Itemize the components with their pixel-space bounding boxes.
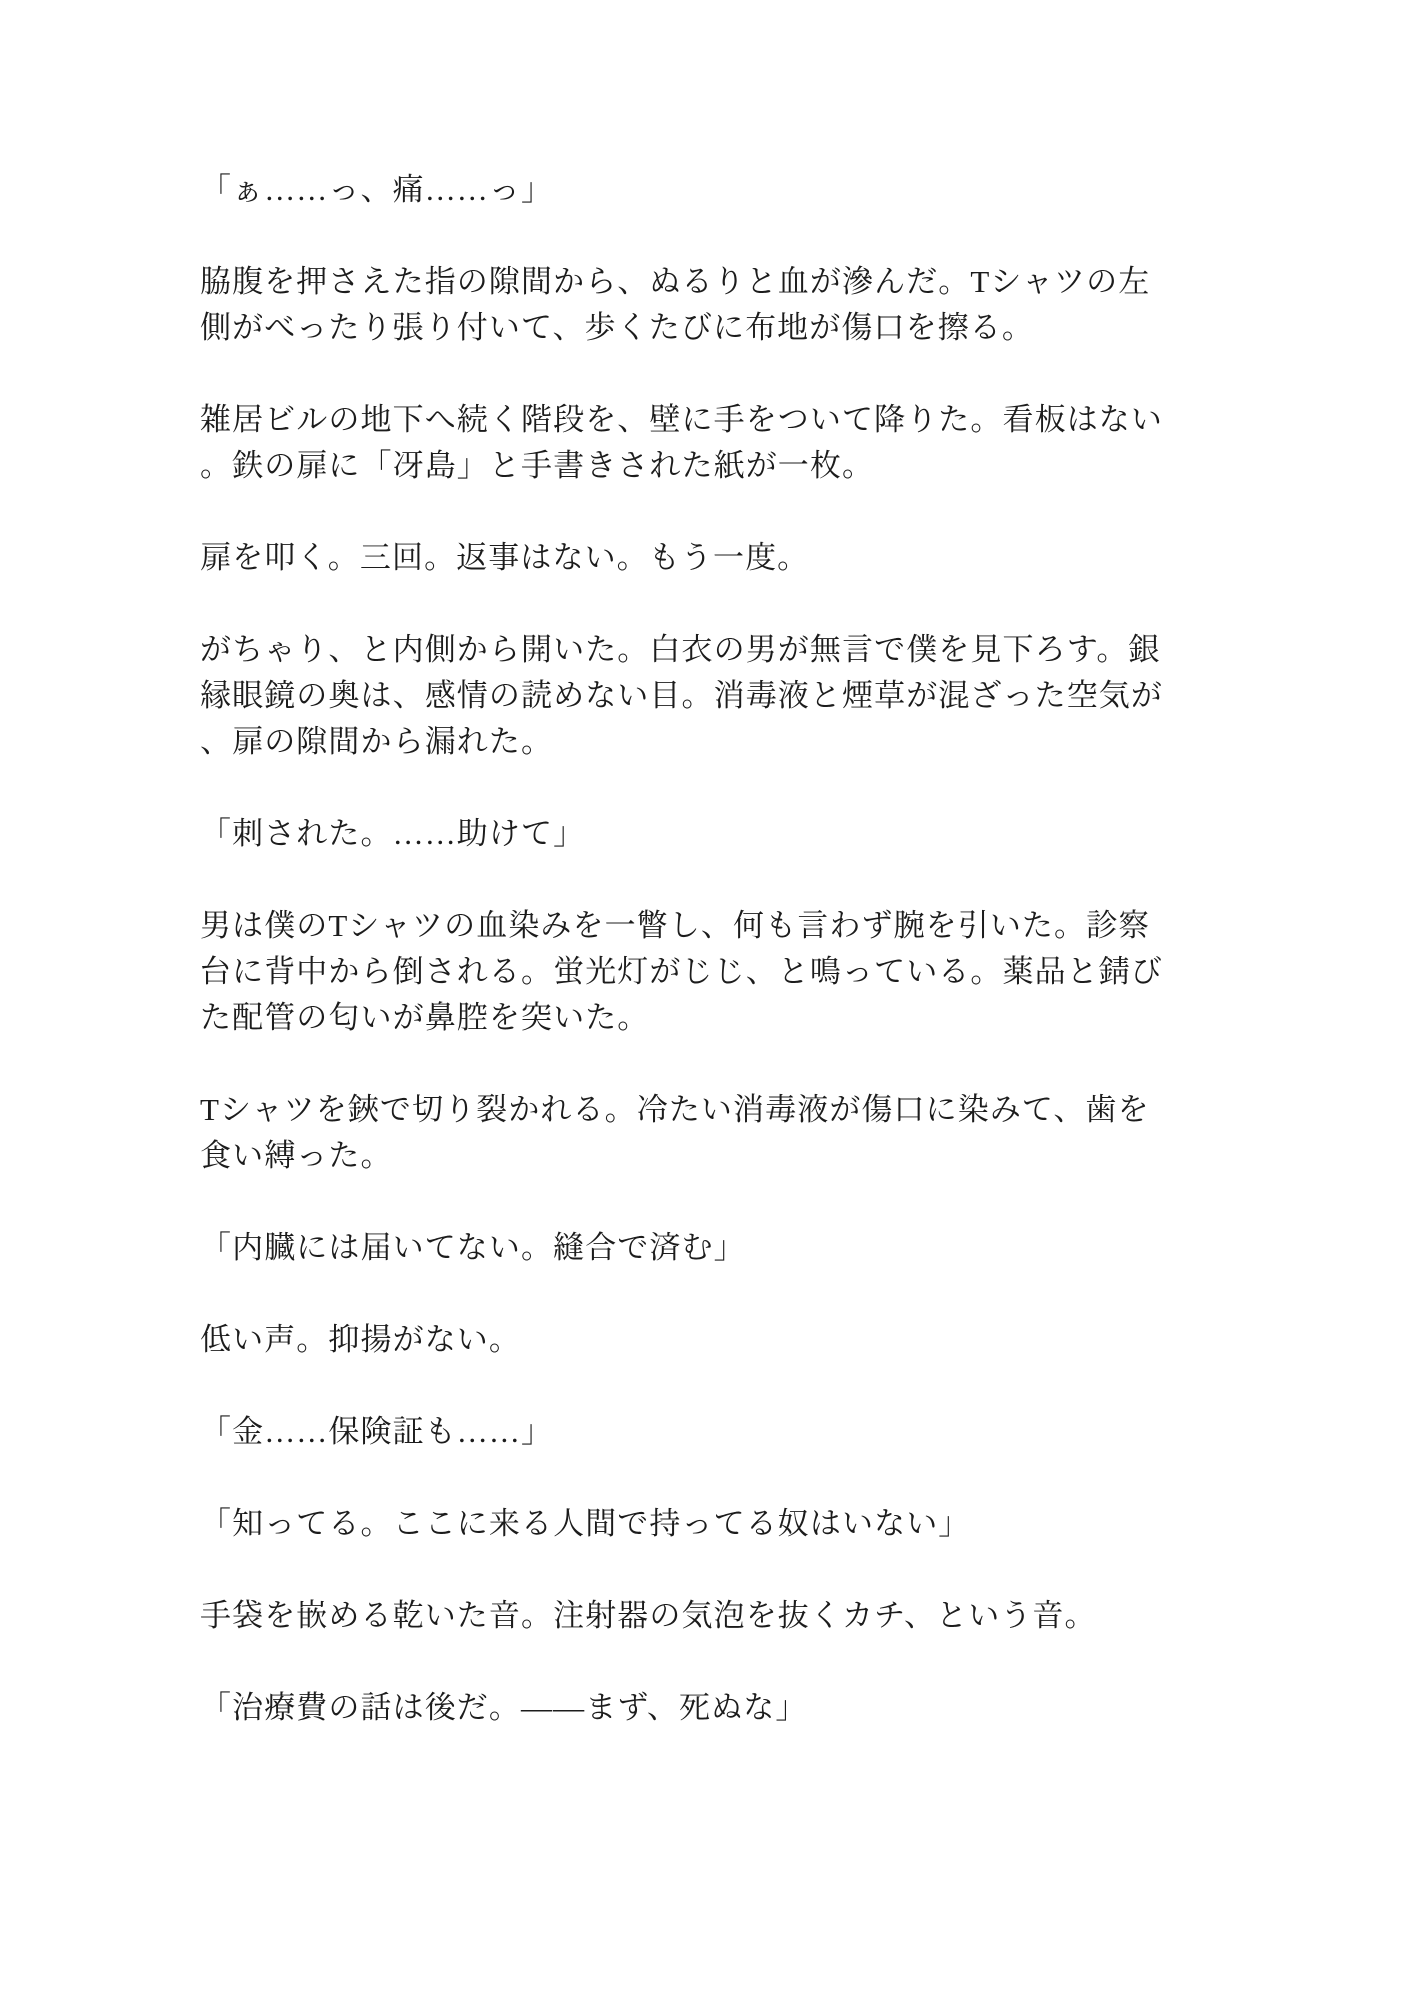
text-line: 。鉄の扉に「冴島」と手書きされた紙が一枚。 bbox=[200, 448, 875, 483]
text-line: 縁眼鏡の奥は、感情の読めない目。消毒液と煙草が混ざった空気が bbox=[200, 678, 1163, 713]
text-line: 男は僕のTシャツの血染みを一瞥し、何も言わず腕を引いた。診察 bbox=[200, 908, 1151, 943]
dialogue-paragraph bbox=[200, 1501, 1165, 1547]
text-line: 食い縛った。 bbox=[200, 1138, 393, 1173]
text-line: 扉を叩く。三回。返事はない。もう一度。 bbox=[200, 540, 810, 575]
text-line: 雑居ビルの地下へ続く階段を、壁に手をついて降りた。看板はない bbox=[200, 402, 1163, 437]
dialogue-paragraph bbox=[200, 167, 1165, 213]
text-block bbox=[200, 167, 1165, 1731]
text-line: 側がべったり張り付いて、歩くたびに布地が傷口を擦る。 bbox=[200, 310, 1034, 345]
text-line: 「内臓には届いてない。縫合で済む」 bbox=[200, 1230, 746, 1265]
text-line: がちゃり、と内側から開いた。白衣の男が無言で僕を見下ろす。銀 bbox=[200, 632, 1161, 667]
text-line: 、扉の隙間から漏れた。 bbox=[200, 724, 554, 759]
text-line: 「知ってる。ここに来る人間で持ってる奴はいない」 bbox=[200, 1506, 971, 1541]
narration-paragraph bbox=[200, 1593, 1165, 1639]
text-line: 台に背中から倒される。蛍光灯がじじ、と鳴っている。薬品と錆び bbox=[200, 954, 1163, 989]
narration-paragraph bbox=[200, 627, 1165, 765]
narration-paragraph bbox=[200, 259, 1165, 351]
text-line: 低い声。抑揚がない。 bbox=[200, 1322, 521, 1357]
dialogue-paragraph bbox=[200, 1685, 1165, 1731]
narration-paragraph bbox=[200, 397, 1165, 489]
text-line: 脇腹を押さえた指の隙間から、ぬるりと血が滲んだ。Tシャツの左 bbox=[200, 264, 1151, 299]
text-line: 「金……保険証も……」 bbox=[200, 1414, 554, 1449]
narration-paragraph bbox=[200, 1087, 1165, 1179]
dialogue-paragraph bbox=[200, 1409, 1165, 1455]
text-line: 「刺された。……助けて」 bbox=[200, 816, 586, 851]
text-line: Tシャツを鋏で切り裂かれる。冷たい消毒液が傷口に染みて、歯を bbox=[200, 1092, 1150, 1127]
text-line: 「治療費の話は後だ。――まず、死ぬな」 bbox=[200, 1690, 808, 1725]
dialogue-paragraph bbox=[200, 811, 1165, 857]
text-line: た配管の匂いが鼻腔を突いた。 bbox=[200, 1000, 650, 1035]
text-line: 「ぁ……っ、痛……っ」 bbox=[200, 172, 554, 207]
narration-paragraph bbox=[200, 535, 1165, 581]
narration-paragraph bbox=[200, 1317, 1165, 1363]
text-line: 手袋を嵌める乾いた音。注射器の気泡を抜くカチ、という音。 bbox=[200, 1598, 1097, 1633]
narration-paragraph bbox=[200, 903, 1165, 1041]
dialogue-paragraph bbox=[200, 1225, 1165, 1271]
